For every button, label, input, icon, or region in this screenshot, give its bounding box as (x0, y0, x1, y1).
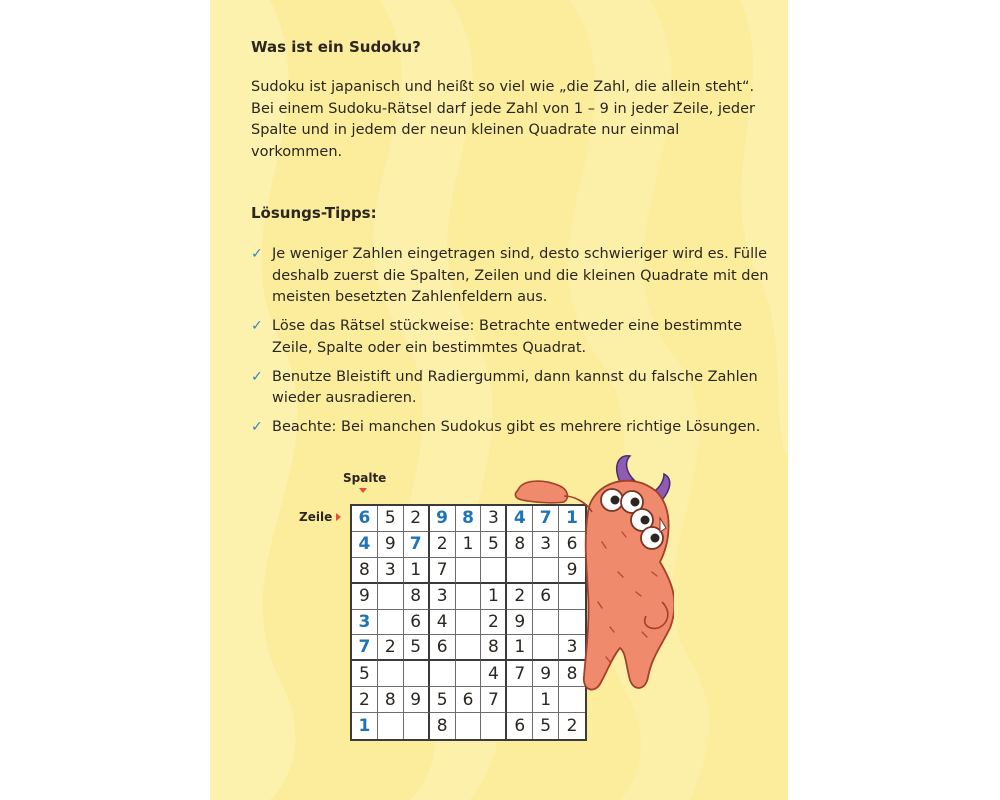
sudoku-cell: 9 (404, 687, 430, 713)
sudoku-cell: 6 (430, 635, 456, 661)
sudoku-cell: 5 (481, 532, 507, 558)
sudoku-cell: 1 (507, 635, 533, 661)
sudoku-cell: 8 (404, 584, 430, 610)
sudoku-cell: 5 (378, 506, 404, 532)
book-page (210, 0, 788, 800)
sudoku-cell (456, 635, 482, 661)
sudoku-cell (404, 661, 430, 687)
sudoku-cell: 6 (352, 506, 378, 532)
sudoku-cell: 1 (404, 558, 430, 584)
sudoku-cell: 7 (533, 506, 559, 532)
sudoku-cell: 3 (430, 584, 456, 610)
sudoku-cell: 7 (481, 687, 507, 713)
tip-text: Je weniger Zahlen eingetragen sind, desto schwieriger wird es. Fülle deshalb zuerst die Spalten, Zeilen und die kleinen Quadrate mit den meisten besetzten Zahlenfeldern aus. (272, 246, 769, 305)
tip-item (251, 367, 781, 410)
sudoku-cell: 6 (533, 584, 559, 610)
sudoku-cell: 3 (352, 610, 378, 636)
sudoku-cell: 1 (456, 532, 482, 558)
sudoku-cell: 8 (430, 713, 456, 739)
sudoku-cell: 5 (533, 713, 559, 739)
sudoku-cell: 9 (559, 558, 585, 584)
sudoku-cell: 1 (352, 713, 378, 739)
sudoku-cell: 1 (481, 584, 507, 610)
row-label: Zeile (299, 510, 333, 524)
sudoku-cell: 7 (404, 532, 430, 558)
sudoku-cell: 6 (404, 610, 430, 636)
sudoku-cell: 9 (507, 610, 533, 636)
arrow-right-icon (336, 513, 341, 521)
sudoku-cell: 8 (352, 558, 378, 584)
sudoku-cell (456, 610, 482, 636)
sudoku-cell: 9 (430, 506, 456, 532)
check-icon: ✓ (251, 246, 263, 262)
sudoku-cell: 9 (378, 532, 404, 558)
sudoku-cell (378, 713, 404, 739)
sudoku-cell: 7 (507, 661, 533, 687)
sudoku-cell: 8 (456, 506, 482, 532)
sudoku-cell: 1 (559, 506, 585, 532)
sudoku-cell: 4 (507, 506, 533, 532)
tip-item (251, 417, 781, 439)
sudoku-cell: 2 (378, 635, 404, 661)
sudoku-cell: 3 (559, 635, 585, 661)
tip-item (251, 316, 781, 359)
sudoku-cell (404, 713, 430, 739)
sudoku-cell: 3 (533, 532, 559, 558)
sudoku-cell (378, 661, 404, 687)
sudoku-cell: 2 (352, 687, 378, 713)
sudoku-cell: 4 (352, 532, 378, 558)
tip-text: Beachte: Bei manchen Sudokus gibt es mehrere richtige Lösungen. (272, 419, 761, 435)
tips-list (251, 244, 781, 446)
sudoku-cell: 3 (481, 506, 507, 532)
sudoku-cell: 1 (533, 687, 559, 713)
check-icon: ✓ (251, 368, 263, 385)
sudoku-cell: 2 (481, 610, 507, 636)
sudoku-cell (378, 584, 404, 610)
sudoku-cell: 6 (559, 532, 585, 558)
check-icon: ✓ (251, 419, 263, 435)
sudoku-cell (481, 713, 507, 739)
tip-text: Benutze Bleistift und Radiergummi, dann kannst du falsche Zahlen wieder ausradieren. (272, 368, 758, 406)
column-label: Spalte (343, 471, 387, 485)
sudoku-cell: 9 (352, 584, 378, 610)
sudoku-cell: 5 (430, 687, 456, 713)
sudoku-cell: 6 (507, 713, 533, 739)
monster-illustration (502, 452, 674, 697)
sudoku-cell (456, 661, 482, 687)
sudoku-cell: 7 (352, 635, 378, 661)
sudoku-cell: 6 (456, 687, 482, 713)
sudoku-cell: 8 (481, 635, 507, 661)
sudoku-cell: 8 (559, 661, 585, 687)
sudoku-cell: 8 (378, 687, 404, 713)
sudoku-cell: 4 (481, 661, 507, 687)
sudoku-cell: 4 (430, 610, 456, 636)
sudoku-cell: 3 (378, 558, 404, 584)
sudoku-cell (456, 558, 482, 584)
sudoku-cell (456, 584, 482, 610)
sudoku-cell: 8 (507, 532, 533, 558)
sudoku-cell: 5 (352, 661, 378, 687)
page-content (210, 0, 788, 800)
sudoku-cell: 9 (533, 661, 559, 687)
sudoku-cell: 2 (566, 716, 578, 737)
intro-paragraph: Sudoku ist japanisch und heißt so viel wie „die Zahl, die allein steht“. Bei einem Sudoku-Rätsel darf jede Zahl von 1 – 9 in jeder Zeile, jeder Spalte und in jedem der neun kleinen Quadrate nur einmal vorkommen. (251, 79, 756, 160)
sudoku-cell: 2 (404, 506, 430, 532)
tip-item (251, 244, 781, 309)
tips-heading: Lösungs-Tipps: (251, 204, 377, 222)
tip-text: Löse das Rätsel stückweise: Betrachte entweder eine bestimmte Zeile, Spalte oder ein bestimmtes Quadrat. (272, 318, 743, 356)
page-title: Was ist ein Sudoku? (251, 38, 421, 56)
sudoku-cell: 2 (507, 584, 533, 610)
sudoku-cell (378, 610, 404, 636)
sudoku-cell (456, 713, 482, 739)
sudoku-cell: 7 (430, 558, 456, 584)
sudoku-cell (430, 661, 456, 687)
sudoku-cell: 2 (430, 532, 456, 558)
check-icon: ✓ (251, 318, 263, 334)
arrow-down-icon (359, 488, 367, 493)
sudoku-cell: 5 (404, 635, 430, 661)
